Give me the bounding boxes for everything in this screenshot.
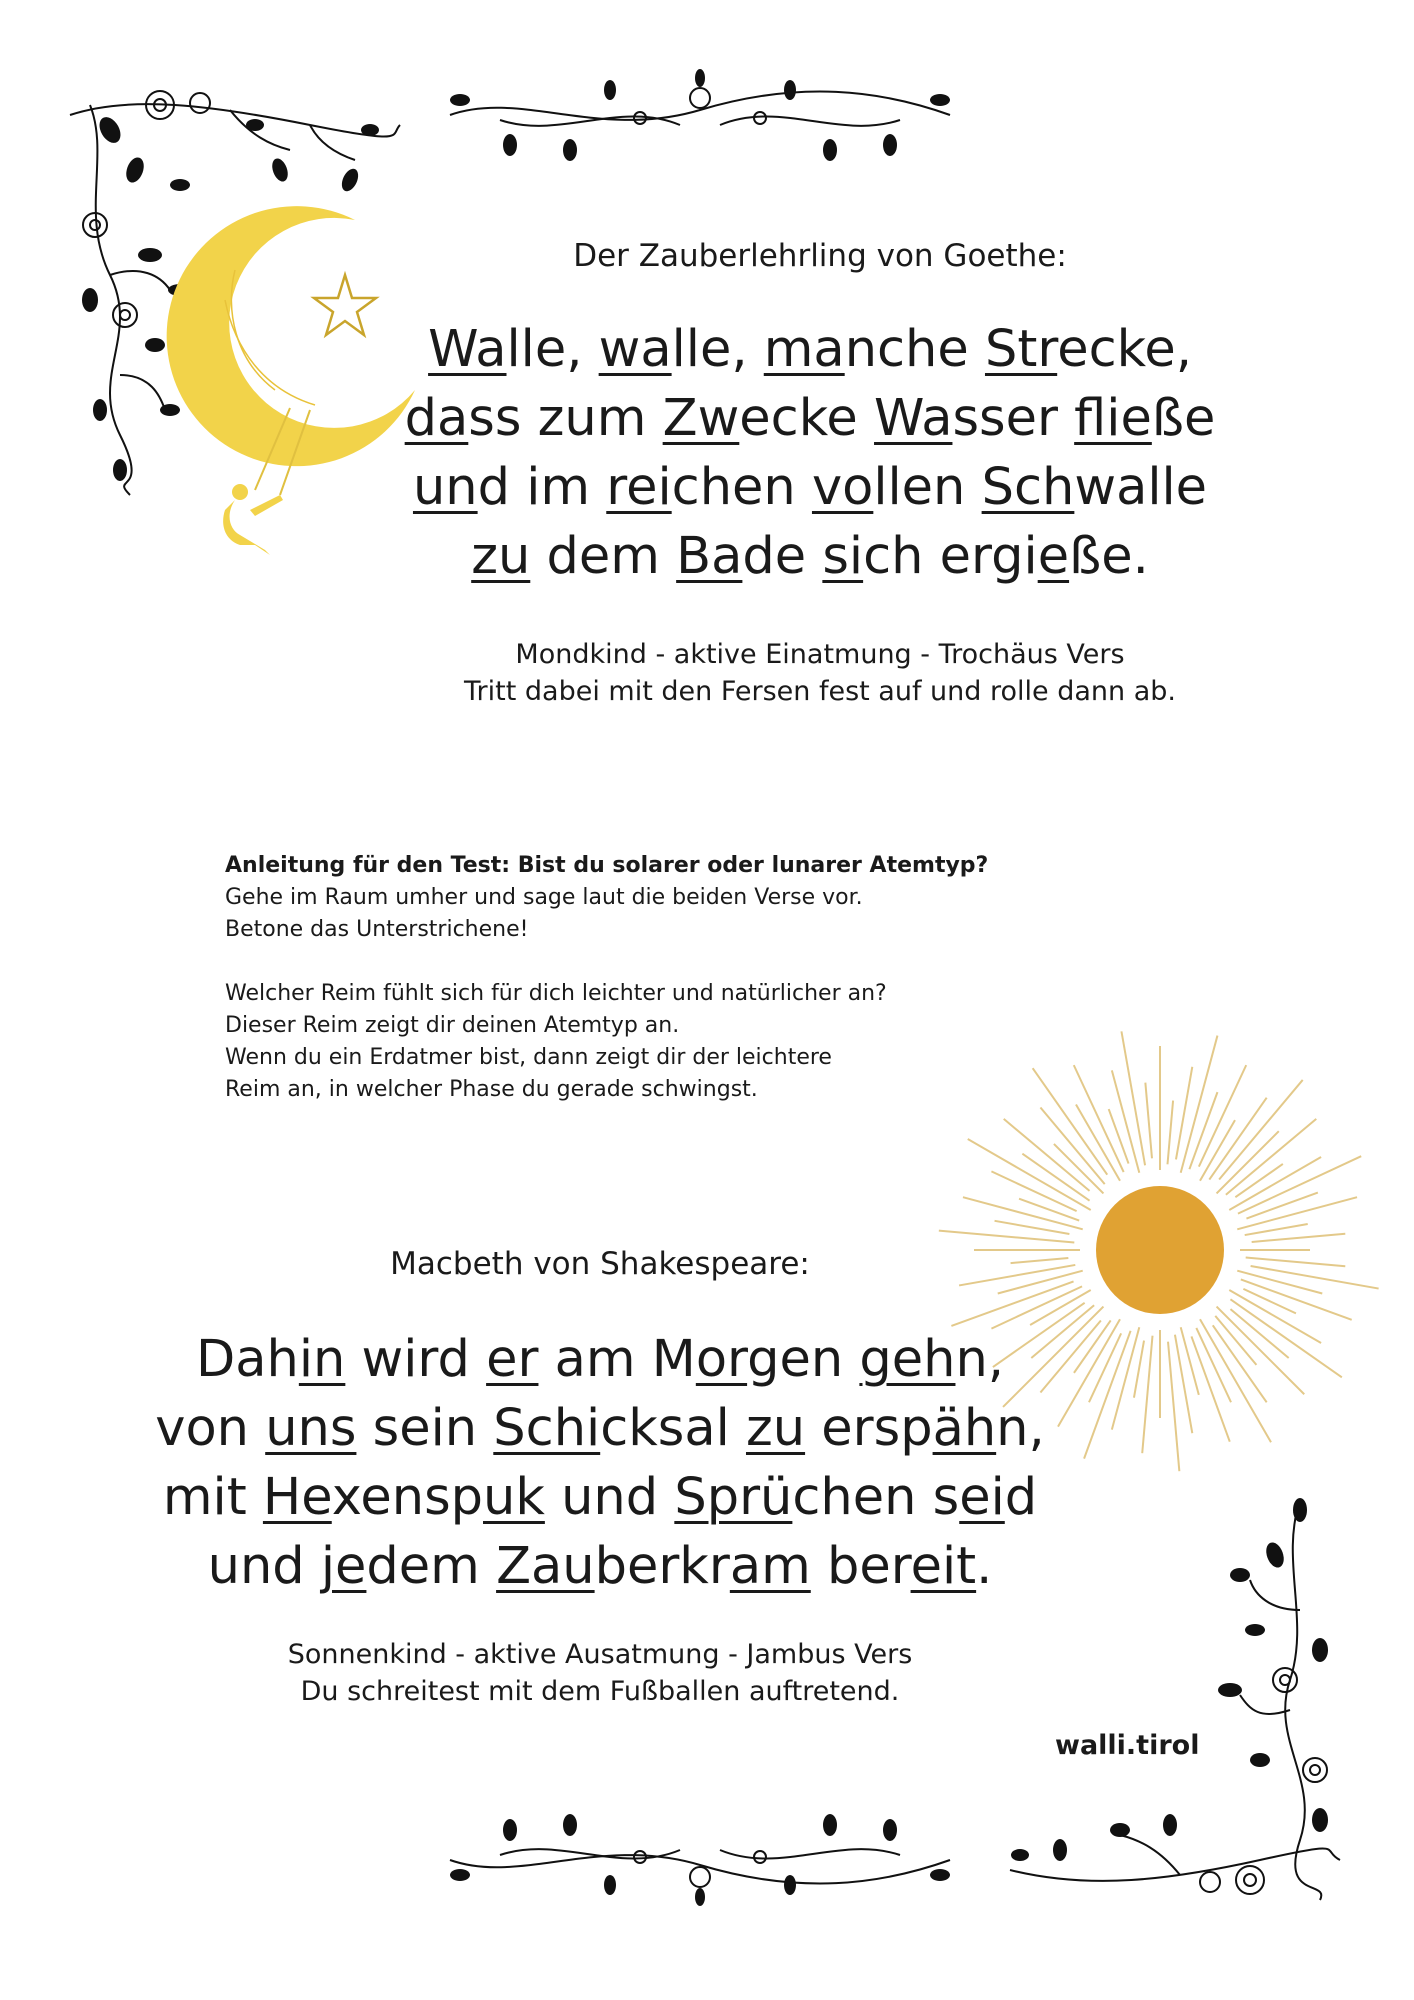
sun-ray (1011, 1258, 1069, 1263)
instruction-line: Wenn du ein Erdatmer bist, dann zeigt dir der leichtere (225, 1045, 832, 1070)
goethe-note-line: Mondkind - aktive Einatmung - Trochäus Vers (515, 639, 1125, 670)
instruction-line: Betone das Unterstrichene! (225, 917, 529, 942)
sun-ray (1251, 1266, 1379, 1289)
stressed-syllable: Zau (496, 1537, 595, 1596)
sun-ray (1054, 1144, 1103, 1193)
verse-line (130, 1532, 1070, 1601)
sun-ray (963, 1197, 1083, 1229)
instruction-line: Gehe im Raum umher und sage laut die beiden Verse vor. (225, 885, 863, 910)
verse-text: wird (345, 1330, 487, 1389)
floral-corner-bottom-right-icon (1000, 1500, 1360, 1920)
verse-line (130, 1463, 1070, 1532)
stressed-syllable: Zw (662, 389, 740, 448)
sun-ray (939, 1231, 1074, 1243)
instruction-line: Reim an, in welcher Phase du gerade schwingst. (225, 1077, 758, 1102)
stressed-syllable: ei (959, 1468, 1005, 1527)
sun-ray (968, 1139, 1091, 1210)
verse-text: d im (477, 458, 607, 517)
verse-text: sser (952, 389, 1075, 448)
sun-ray (1134, 1341, 1144, 1398)
stressed-syllable: ma (763, 320, 845, 379)
stressed-syllable: uns (265, 1399, 357, 1458)
verse-text: ecke (739, 389, 875, 448)
stressed-syllable: Wa (428, 320, 507, 379)
sun-ray (1237, 1197, 1357, 1229)
stressed-syllable: Sprü (674, 1468, 793, 1527)
stressed-syllable: uk (483, 1468, 545, 1527)
verse-text: und (207, 1537, 321, 1596)
verse-text: dem (366, 1537, 497, 1596)
sun-ray (1241, 1279, 1352, 1319)
stressed-syllable: geh (859, 1330, 956, 1389)
verse-line (130, 1325, 1070, 1394)
sun-ray (1142, 1336, 1152, 1454)
stressed-syllable: or (695, 1330, 748, 1389)
verse-text: lle, (506, 320, 599, 379)
shakespeare-note-line: Du schreitest mit dem Fußballen auftretend. (300, 1676, 900, 1707)
stressed-syllable: vo (811, 458, 874, 517)
sun-ray (1109, 1109, 1129, 1164)
verse-text: ber (810, 1537, 911, 1596)
verse-line (130, 1394, 1070, 1463)
sun-ray (1213, 1325, 1267, 1402)
stressed-syllable: er (486, 1330, 539, 1389)
floral-divider-bottom-icon (440, 1815, 960, 1905)
verse-text: Dah (195, 1330, 299, 1389)
sun-ray (1238, 1156, 1361, 1213)
sun-ray (1168, 1342, 1179, 1472)
sun-ray (1252, 1234, 1346, 1242)
verse-text: mit (162, 1468, 263, 1527)
stressed-syllable: je (320, 1537, 367, 1596)
stressed-syllable: da (404, 389, 469, 448)
verse-text: und (544, 1468, 675, 1527)
stressed-syllable: äh (932, 1399, 997, 1458)
goethe-verse (340, 315, 1280, 591)
stressed-syllable: flie (1074, 389, 1152, 448)
goethe-note-line: Tritt dabei mit den Fersen fest auf und rolle dann ab. (464, 676, 1176, 707)
sun-ray (1229, 1157, 1321, 1210)
stressed-syllable: zu (471, 527, 531, 586)
shakespeare-verse (130, 1325, 1070, 1601)
verse-text: ecke, (1057, 320, 1192, 379)
stressed-syllable: am (729, 1537, 811, 1596)
instruction-line: Dieser Reim zeigt dir deinen Atemtyp an. (225, 1013, 680, 1038)
verse-text: n, (955, 1330, 1005, 1389)
sun-ray (1167, 1101, 1173, 1165)
verse-text: ße. (1069, 527, 1149, 586)
verse-text: n, (996, 1399, 1045, 1458)
verse-text: d (1004, 1468, 1038, 1527)
verse-text: de (742, 527, 823, 586)
verse-line (340, 453, 1280, 522)
sun-ray (1176, 1067, 1192, 1160)
verse-text: ße (1151, 389, 1216, 448)
sun-ray (1243, 1289, 1296, 1314)
stressed-syllable: He (262, 1468, 332, 1527)
sun-ray (1246, 1257, 1346, 1266)
stressed-syllable: eit (910, 1537, 977, 1596)
stressed-syllable: in (298, 1330, 346, 1389)
verse-text: berkr (594, 1537, 730, 1596)
stressed-syllable: un (412, 458, 478, 517)
sun-ray (1019, 1199, 1079, 1221)
verse-line (340, 522, 1280, 591)
shakespeare-note (150, 1636, 1050, 1710)
stressed-syllable: Ba (676, 527, 743, 586)
shakespeare-note-line: Sonnenkind - aktive Ausatmung - Jambus Vers (287, 1639, 913, 1670)
stressed-syllable: Wa (874, 389, 953, 448)
verse-text: chen s (792, 1468, 960, 1527)
sun-ray (1121, 1031, 1145, 1165)
goethe-note (370, 636, 1270, 710)
verse-text: . (976, 1537, 993, 1596)
stressed-syllable: zu (745, 1399, 806, 1458)
sun-ray (1200, 1319, 1271, 1442)
verse-text: llen (873, 458, 982, 517)
stressed-syllable: Sch (981, 458, 1075, 517)
verse-text: lle, (671, 320, 764, 379)
sun-ray (1229, 1290, 1321, 1343)
verse-text: ch ergi (863, 527, 1038, 586)
verse-text: ss zum (468, 389, 663, 448)
verse-text: ersp (805, 1399, 933, 1458)
stressed-syllable: rei (606, 458, 672, 517)
stressed-syllable: Schi (493, 1399, 601, 1458)
instructions-block (225, 850, 1005, 1106)
verse-text: xensp (331, 1468, 484, 1527)
instruction-line: Welcher Reim fühlt sich für dich leichter und natürlicher an? (225, 981, 887, 1006)
brand-label: walli.tirol (1055, 1730, 1200, 1761)
goethe-title: Der Zauberlehrling von Goethe: (573, 238, 1067, 274)
verse-text: cksal (600, 1399, 746, 1458)
stressed-syllable: wa (598, 320, 672, 379)
stressed-syllable: si (822, 527, 864, 586)
stressed-syllable: e (1037, 527, 1070, 586)
sun-ray (1175, 1335, 1192, 1433)
verse-line (340, 315, 1280, 384)
verse-text: am M (538, 1330, 696, 1389)
verse-text: von (155, 1399, 266, 1458)
verse-text: sein (356, 1399, 494, 1458)
verse-line (340, 384, 1280, 453)
sun-ray (1217, 1131, 1279, 1193)
swing-girl-icon (223, 484, 283, 555)
instructions-title: Anleitung für den Test: Bist du solarer oder lunarer Atemtyp? (225, 853, 989, 878)
verse-text: chen (671, 458, 812, 517)
verse-text: dem (530, 527, 677, 586)
floral-divider-top-icon (440, 70, 960, 160)
shakespeare-title: Macbeth von Shakespeare: (390, 1246, 810, 1282)
sun-ray (1145, 1083, 1152, 1159)
verse-text: nche (844, 320, 985, 379)
verse-text: walle (1074, 458, 1208, 517)
verse-text: gen (747, 1330, 860, 1389)
stressed-syllable: Str (984, 320, 1058, 379)
